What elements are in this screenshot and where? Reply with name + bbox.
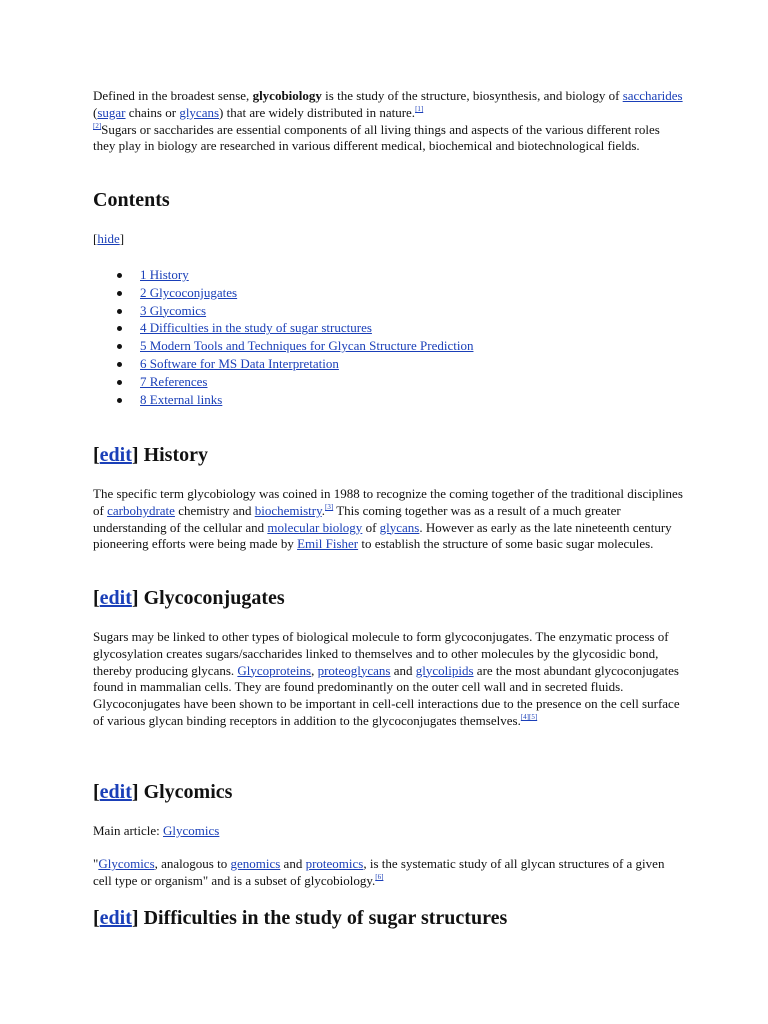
body-text: ,: [311, 662, 318, 678]
bullet-icon: [117, 344, 122, 349]
section-heading-glycoconjugates: [93, 587, 285, 610]
toc-link[interactable]: 4 Difficulties in the study of sugar structures: [140, 320, 372, 336]
ref-6[interactable]: [375, 873, 383, 881]
toc-link[interactable]: 1 History: [140, 267, 189, 282]
intro-text: is the study of the structure, biosynthesis, and biology of: [321, 88, 623, 103]
ref-5-link[interactable]: [5]: [529, 712, 538, 721]
bracket: ]: [131, 444, 139, 466]
body-text: This coming together was as a result of a much greater understanding of the cellular and: [93, 502, 621, 535]
glycolipids-link[interactable]: glycolipids: [415, 662, 474, 678]
contents-hide-toggle: [93, 231, 124, 247]
body-text: are the most abundant glycoconjugates found in mammalian cells. They are found predominantly on the outer cell wall and in secreted fluids. Glycoconjugates have been shown to be important in cell-cell interactions due to the presence on the cell surface of various glycan binding receptors in addition to the glycoconjugates themselves.: [93, 662, 680, 728]
toc-item-glycoconjugates: [93, 284, 473, 302]
toc-item-software: [93, 355, 473, 373]
ref-3[interactable]: [325, 503, 333, 511]
intro-text: ) that are widely distributed in nature.: [219, 104, 416, 120]
glycomics-paragraph: [93, 856, 683, 890]
sugar-link[interactable]: sugar: [97, 104, 126, 120]
bullet-icon: [117, 326, 122, 331]
contents-title: Contents: [93, 189, 170, 211]
glycomics-link[interactable]: Glycomics: [98, 856, 155, 871]
hide-link[interactable]: hide: [97, 231, 120, 246]
section-heading-history: [93, 444, 208, 467]
emil-fisher-link[interactable]: Emil Fisher: [297, 536, 359, 552]
bracket: [: [93, 781, 100, 803]
bracket: ]: [131, 907, 139, 929]
ref-1[interactable]: [415, 105, 423, 113]
bullet-icon: [117, 273, 122, 278]
bullet-icon: [117, 362, 122, 367]
bracket: ]: [131, 587, 139, 609]
intro-paragraph: [93, 88, 683, 155]
glycans-link[interactable]: glycans: [379, 519, 420, 535]
ref-1-link[interactable]: [1]: [415, 104, 424, 113]
edit-link[interactable]: edit: [99, 444, 132, 466]
body-text: . However as early as the late nineteenth century pioneering efforts were being made by: [93, 519, 672, 552]
bracket: [: [93, 231, 98, 246]
molecular-biology-link[interactable]: molecular biology: [267, 519, 363, 535]
body-text: .: [321, 502, 326, 518]
intro-text: chains or: [125, 104, 180, 120]
ref-6-link[interactable]: [6]: [375, 872, 384, 881]
section-heading-difficulties: [93, 907, 507, 930]
toc-link[interactable]: 7 References: [140, 373, 208, 389]
heading-text: Difficulties in the study of sugar structures: [143, 907, 508, 929]
body-text: and: [390, 662, 416, 678]
ref-4-5[interactable]: [521, 713, 537, 721]
glycoproteins-link[interactable]: Glycoproteins: [237, 662, 312, 678]
glycobiology-bold: glycobiology: [252, 88, 322, 103]
body-text: Sugars may be linked to other types of biological molecule to form glycoconjugates. The enzymatic process of glycosylation creates sugars/saccharides linked to themselves and to other molecules by the glycosidic bond, thereby producing glycans.: [93, 629, 669, 678]
bullet-icon: [117, 380, 122, 385]
bracket: [: [93, 907, 100, 929]
ref-4-link[interactable]: [4]: [520, 712, 529, 721]
carbohydrate-link[interactable]: carbohydrate: [107, 502, 175, 518]
toc-item-glycomics: [93, 302, 473, 320]
edit-link[interactable]: edit: [99, 587, 132, 609]
section-heading-glycomics: [93, 781, 232, 804]
toc-link[interactable]: 2 Glycoconjugates: [140, 284, 238, 300]
body-text: Main article:: [93, 823, 164, 838]
body-text: , is the systematic study of all glycan structures of a given cell type or organism" and is a subset of glycobiology.: [93, 856, 665, 888]
heading-text: Glycomics: [143, 781, 233, 803]
ref-2[interactable]: [93, 122, 101, 130]
body-text: The specific term glycobiology was coined in 1988 to recognize the coming together of the traditional disciplines of: [93, 486, 683, 518]
bullet-icon: [117, 309, 122, 314]
bullet-icon: [117, 291, 122, 296]
body-text: and: [280, 856, 306, 871]
toc-item-external-links: [93, 391, 473, 409]
bracket: [: [93, 444, 100, 466]
toc-item-modern-tools: [93, 337, 473, 355]
history-paragraph: [93, 486, 683, 553]
intro-text: Sugars or saccharides are essential components of all living things and aspects of the various different roles they play in biology are researched in various different medical, biochemical and biotechnological fields.: [93, 121, 660, 154]
toc-link[interactable]: 8 External links: [140, 391, 223, 407]
glycomics-main-link[interactable]: Glycomics: [163, 823, 220, 838]
edit-link[interactable]: edit: [99, 781, 132, 803]
ref-2-link[interactable]: [2]: [93, 121, 102, 130]
bullet-icon: [117, 398, 122, 403]
toc-link[interactable]: 3 Glycomics: [140, 302, 207, 318]
intro-text: (: [93, 104, 98, 120]
edit-link[interactable]: edit: [99, 907, 132, 929]
ref-3-link[interactable]: [3]: [325, 502, 334, 511]
toc-item-difficulties: [93, 319, 473, 337]
glycans-link[interactable]: glycans: [179, 104, 220, 120]
body-text: , analogous to: [154, 856, 231, 871]
genomics-link[interactable]: genomics: [230, 856, 281, 871]
biochemistry-link[interactable]: biochemistry: [254, 502, 322, 518]
bracket: ]: [131, 781, 139, 803]
proteoglycans-link[interactable]: proteoglycans: [317, 662, 391, 678]
heading-text: Glycoconjugates: [143, 587, 285, 609]
main-article-note: [93, 823, 683, 840]
heading-text: History: [143, 444, 208, 466]
glycoconjugates-paragraph: [93, 629, 683, 730]
bracket: ]: [119, 231, 125, 246]
body-text: to establish the structure of some basic sugar molecules.: [358, 536, 654, 552]
toc-item-references: [93, 373, 473, 391]
toc-item-history: [93, 266, 473, 284]
proteomics-link[interactable]: proteomics: [305, 856, 364, 871]
saccharides-link[interactable]: saccharides: [622, 88, 683, 103]
table-of-contents: [93, 266, 473, 408]
toc-link[interactable]: 5 Modern Tools and Techniques for Glycan Structure Prediction: [140, 338, 474, 354]
body-text: of: [362, 519, 380, 535]
intro-text: Defined in the broadest sense,: [93, 88, 253, 103]
body-text: chemistry and: [174, 502, 255, 518]
toc-link[interactable]: 6 Software for MS Data Interpretation: [140, 355, 339, 371]
bracket: [: [93, 587, 100, 609]
body-text: ": [93, 856, 99, 871]
